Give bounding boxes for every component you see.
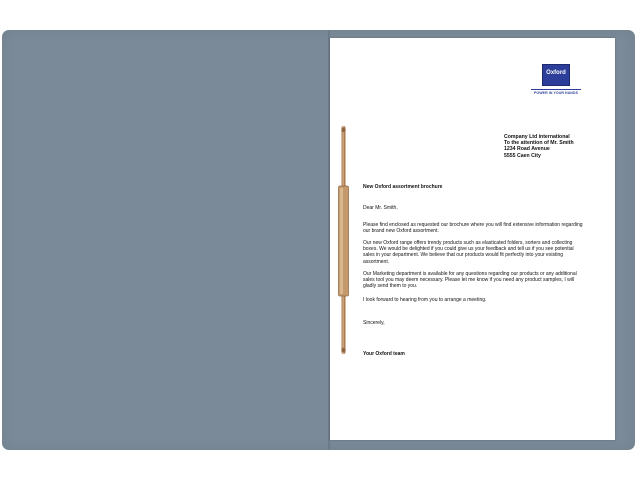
letter-paragraph: Please find enclosed as requested our brochure where you will find extensive information regarding our brand new Oxford assortment.	[363, 222, 583, 235]
letter-signature: Your Oxford team	[363, 351, 405, 357]
address-line: 1234 Road Avenue	[504, 146, 550, 153]
logo-tagline: POWER IN YOUR HANDS	[533, 91, 579, 95]
letter-paragraph: I look forward to hearing from you to arrange a meeting.	[363, 297, 487, 303]
recipient-address	[504, 134, 574, 159]
oxford-logo	[542, 64, 570, 86]
letter-salutation: Dear Mr. Smith,	[363, 205, 398, 211]
logo-rule	[531, 89, 581, 90]
logo-brand-text: Oxford	[546, 70, 566, 76]
address-line: 5555 Caen City	[504, 152, 541, 159]
letter-page	[330, 38, 615, 440]
address-line: To the attention of Mr. Smith	[504, 140, 574, 147]
letter-subject: New Oxford assortment brochure	[363, 184, 443, 190]
address-line: Company Ltd international	[504, 134, 570, 140]
metal-fastener-icon	[338, 126, 349, 354]
letter-paragraph: Our new Oxford range offers trendy products such as elasticated folders, sorters and collecting boxes. We would be delighted if you could give us your feedback and tell us if you see potential sales in your department. We believe that our products would fit perfectly into your existing assortment.	[363, 240, 574, 265]
letter-closing: Sincerely,	[363, 320, 385, 326]
letter-paragraph: Our Marketing department is available for any questions regarding our products or any additional sales tool you may deem necessary. Please let me know if you need any product samples, I will gladly send them to you.	[363, 271, 577, 290]
